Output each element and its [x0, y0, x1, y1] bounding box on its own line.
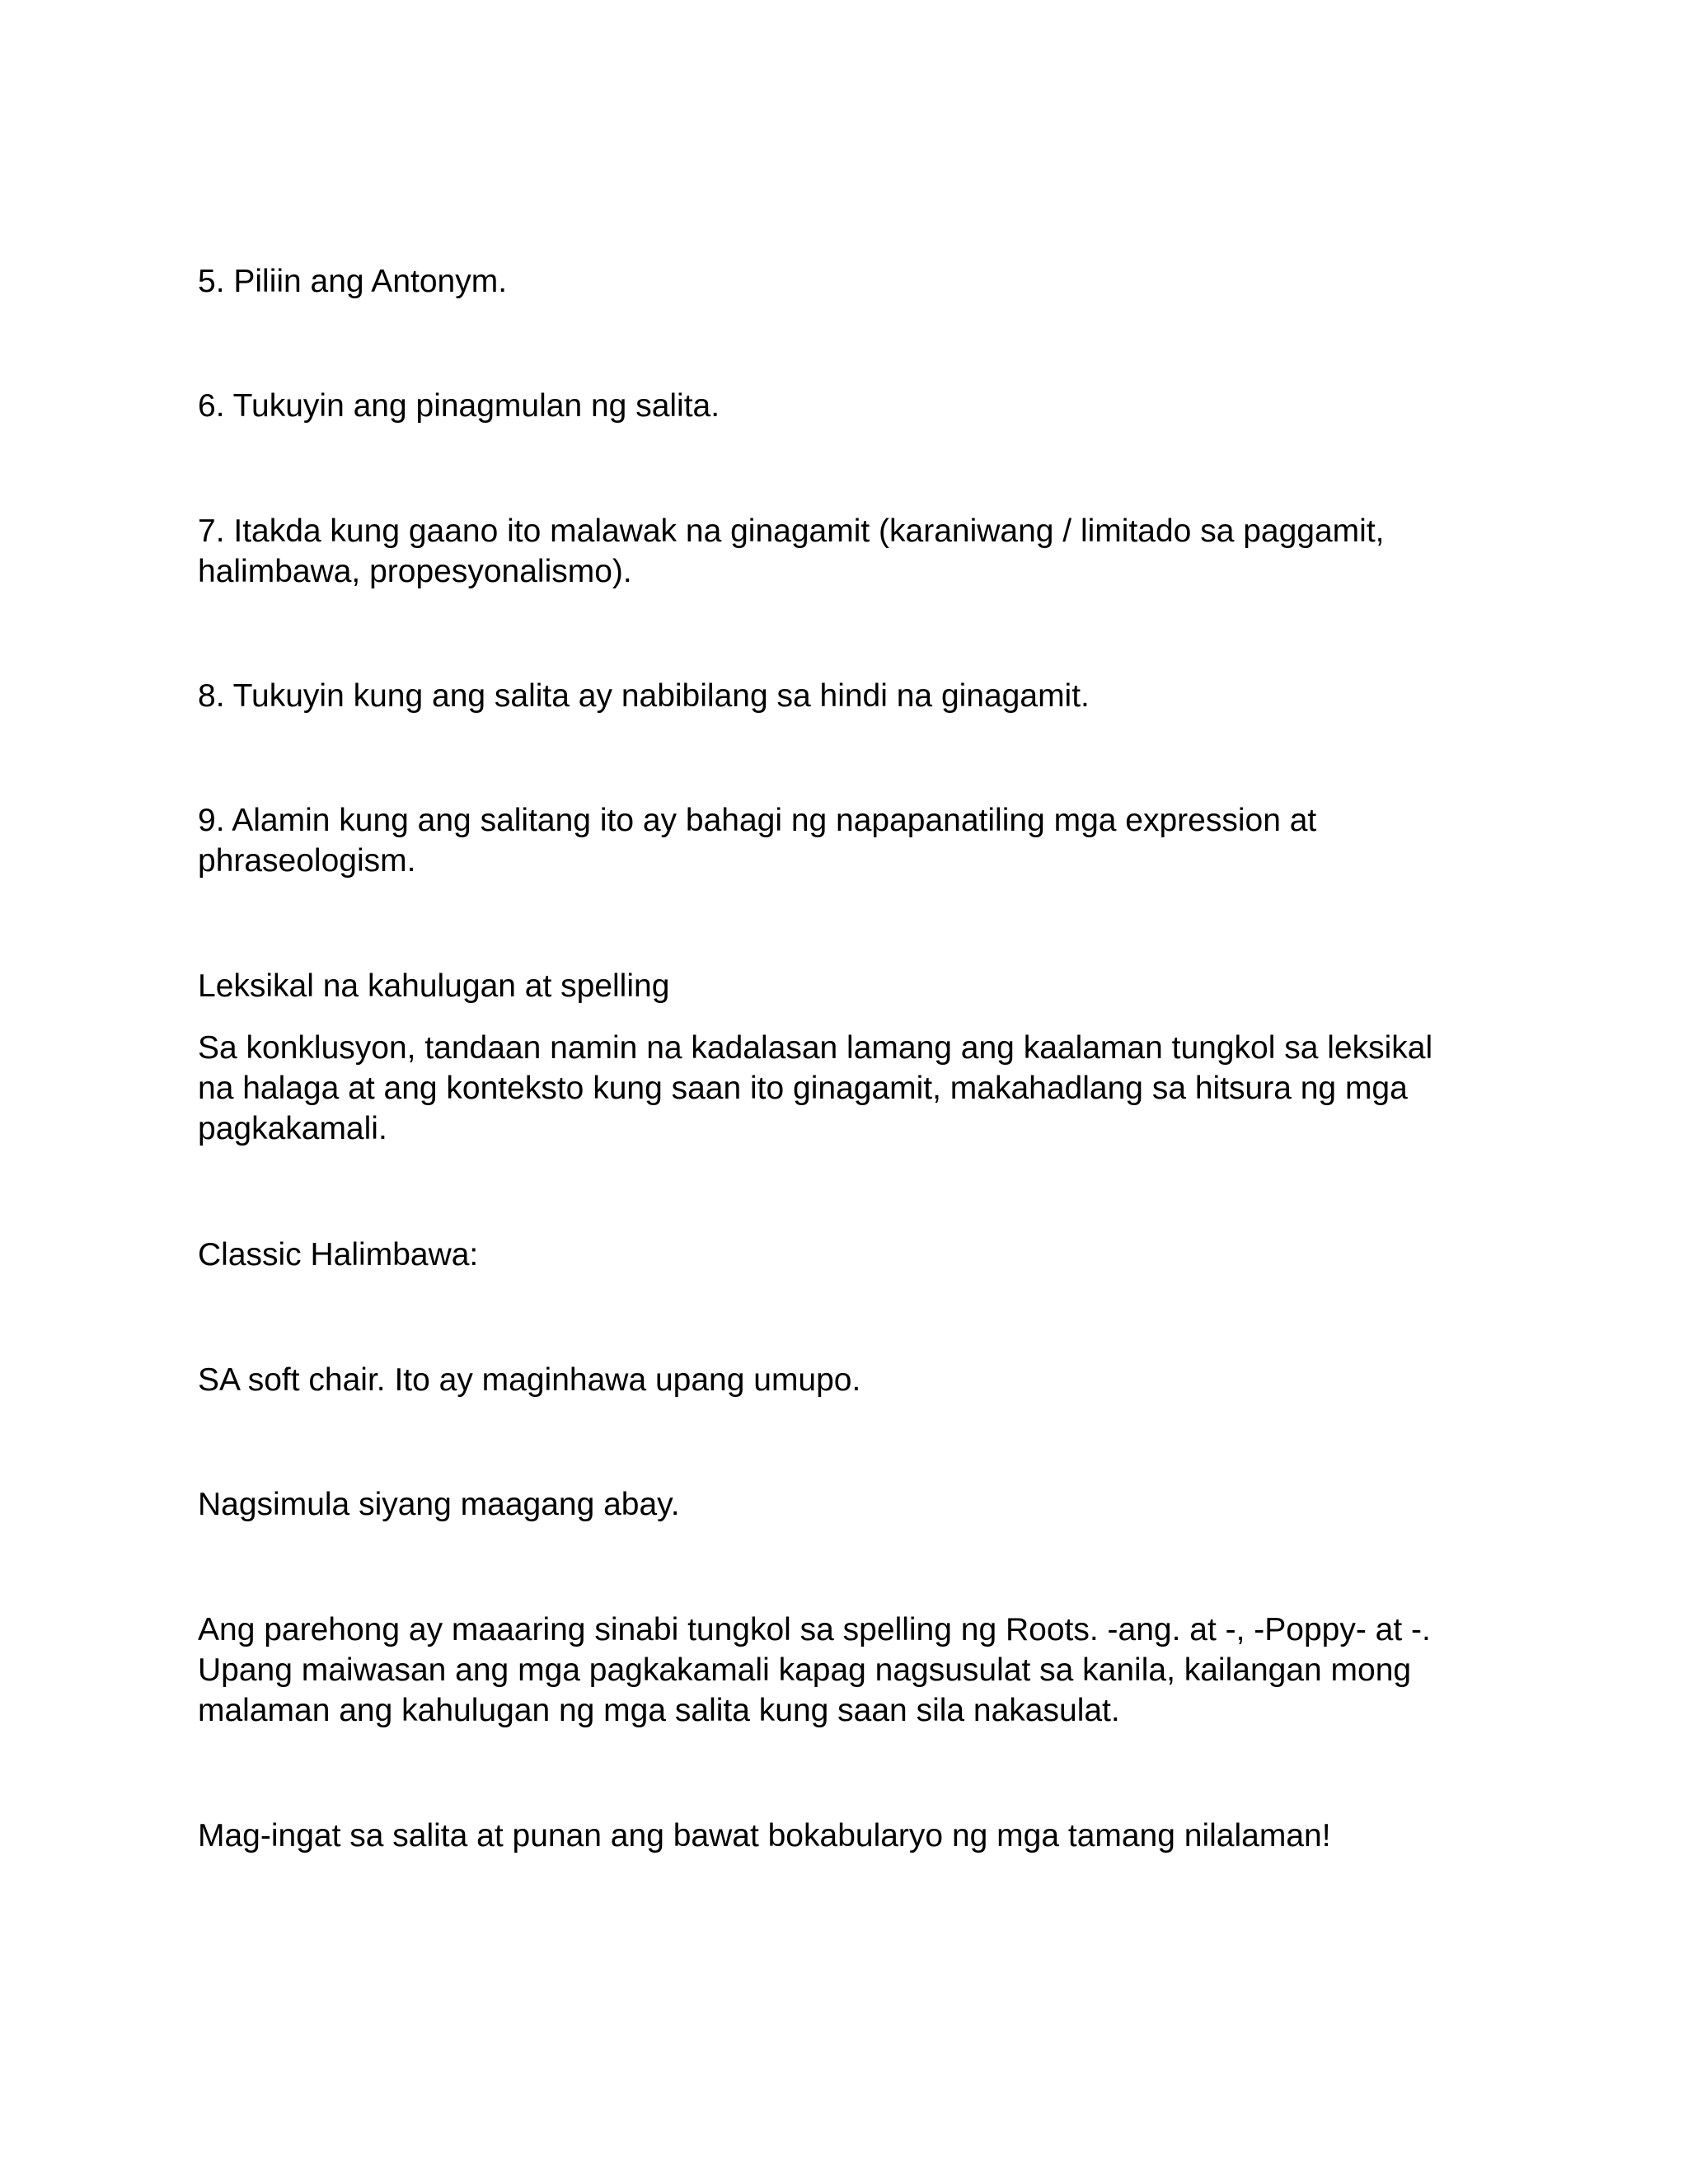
list-item-5-line-1: 5. Piliin ang Antonym. — [198, 264, 508, 299]
example-sentence-2-text: Nagsimula siyang maagang abay. — [198, 1487, 680, 1522]
roots-line-1: Ang parehong ay maaaring sinabi tungkol sa spelling ng Roots. -ang. at -, -Poppy- at -. — [198, 1612, 1431, 1647]
list-item-9-line-2: phraseologism. — [198, 843, 416, 879]
closing-sentence — [198, 1816, 1517, 1856]
example-sentence-2 — [198, 1484, 1517, 1525]
list-item-7-line-2: halimbawa, propesyonalismo). — [198, 554, 632, 589]
list-item-9-line-1: 9. Alamin kung ang salitang ito ay bahagi ng napapanatiling mga expression at — [198, 803, 1317, 838]
list-item-8-line-1: 8. Tukuyin kung ang salita ay nabibilang sa hindi na ginagamit. — [198, 678, 1090, 714]
conclusion-line-3: pagkakamali. — [198, 1111, 387, 1146]
classic-example-label — [198, 1235, 1517, 1275]
list-item-6-line-1: 6. Tukuyin ang pinagmulan ng salita. — [198, 388, 720, 424]
roots-paragraph — [198, 1610, 1517, 1731]
list-item-9 — [198, 800, 1517, 881]
example-sentence-1-text: SA soft chair. Ito ay maginhawa upang umupo. — [198, 1362, 861, 1398]
conclusion-paragraph — [198, 1028, 1517, 1149]
conclusion-line-1: Sa konklusyon, tandaan namin na kadalasan lamang ang kaalaman tungkol sa leksikal — [198, 1030, 1433, 1066]
conclusion-line-2: na halaga at ang konteksto kung saan ito ginagamit, makahadlang sa hitsura ng mga — [198, 1071, 1408, 1106]
list-item-6 — [198, 386, 1517, 426]
list-item-7 — [198, 511, 1517, 592]
roots-line-3: malaman ang kahulugan ng mga salita kung saan sila nakasulat. — [198, 1693, 1120, 1728]
closing-sentence-text: Mag-ingat sa salita at punan ang bawat bokabularyo ng mga tamang nilalaman! — [198, 1818, 1331, 1854]
roots-line-2: Upang maiwasan ang mga pagkakamali kapag nagsusulat sa kanila, kailangan mong — [198, 1652, 1412, 1688]
list-item-7-line-1: 7. Itakda kung gaano ito malawak na ginagamit (karaniwang / limitado sa paggamit, — [198, 513, 1385, 549]
section-heading — [198, 966, 1517, 1006]
classic-example-label-text: Classic Halimbawa: — [198, 1237, 479, 1272]
section-heading-text: Leksikal na kahulugan at spelling — [198, 968, 670, 1004]
example-sentence-1 — [198, 1360, 1517, 1400]
list-item-5 — [198, 261, 1517, 302]
list-item-8 — [198, 676, 1517, 716]
